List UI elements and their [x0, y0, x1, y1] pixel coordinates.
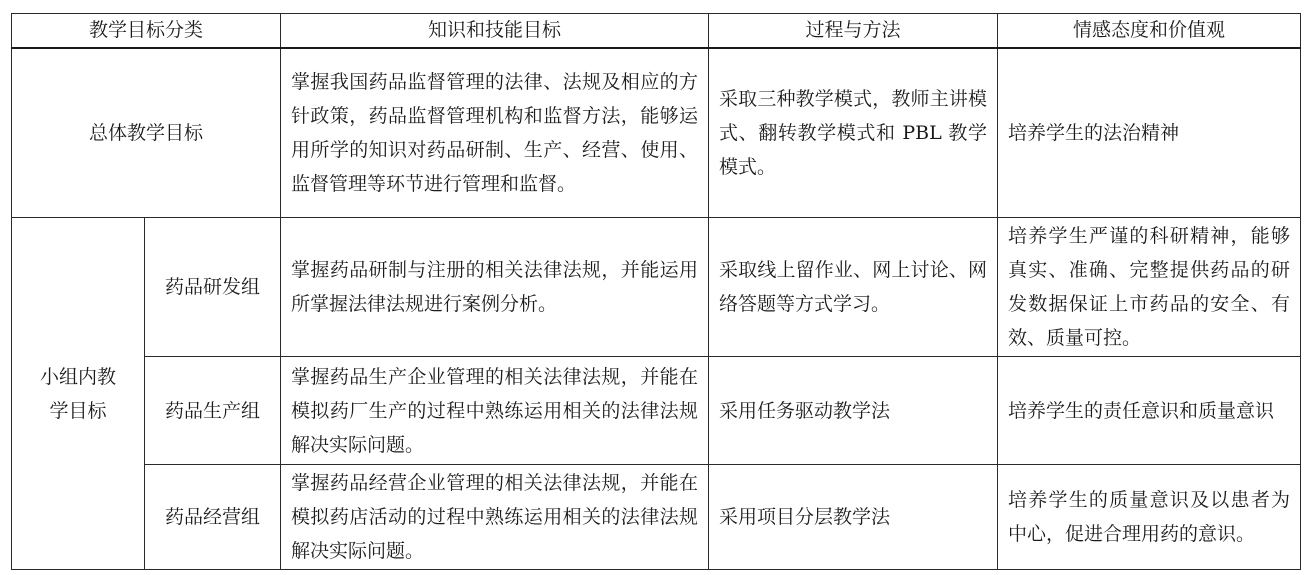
group-knowledge: 掌握药品经营企业管理的相关法律法规，并能在模拟药店活动的过程中熟练运用相关的法律法规解决实际问题。: [281, 465, 709, 570]
header-row: [12, 14, 1301, 48]
overall-row: [12, 48, 1301, 218]
header-category: 教学目标分类: [12, 14, 281, 48]
group-name: 药品生产组: [145, 357, 281, 465]
group-emotion: 培养学生的责任意识和质量意识: [998, 357, 1301, 465]
table-row: [12, 465, 1301, 570]
group-emotion: 培养学生的质量意识及以患者为中心，促进合理用药的意识。: [998, 465, 1301, 570]
group-emotion: 培养学生严谨的科研精神，能够真实、准确、完整提供药品的研发数据保证上市药品的安全、有效、质量可控。: [998, 218, 1301, 357]
group-label-line2: 学目标: [49, 399, 107, 422]
group-label-line1: 小组内教: [39, 365, 116, 388]
group-process: 采用项目分层教学法: [709, 465, 998, 570]
group-label: [12, 218, 145, 570]
group-process: 采用任务驱动教学法: [709, 357, 998, 465]
overall-knowledge: 掌握我国药品监督管理的法律、法规及相应的方针政策，药品监督管理机构和监督方法，能够运用所学的知识对药品研制、生产、经营、使用、监督管理等环节进行管理和监督。: [281, 48, 709, 218]
group-knowledge: 掌握药品研制与注册的相关法律法规，并能运用所掌握法律法规进行案例分析。: [281, 218, 709, 357]
header-emotion: 情感态度和价值观: [998, 14, 1301, 48]
overall-emotion: 培养学生的法治精神: [998, 48, 1301, 218]
teaching-goals-table: [11, 13, 1301, 570]
group-process: 采取线上留作业、网上讨论、网络答题等方式学习。: [709, 218, 998, 357]
overall-process: 采取三种教学模式，教师主讲模式、翻转教学模式和 PBL 教学模式。: [709, 48, 998, 218]
group-name: 药品研发组: [145, 218, 281, 357]
table-row: [12, 218, 1301, 357]
header-process: 过程与方法: [709, 14, 998, 48]
header-knowledge: 知识和技能目标: [281, 14, 709, 48]
table-row: [12, 357, 1301, 465]
group-name: 药品经营组: [145, 465, 281, 570]
group-knowledge: 掌握药品生产企业管理的相关法律法规，并能在模拟药厂生产的过程中熟练运用相关的法律法规解决实际问题。: [281, 357, 709, 465]
overall-label: 总体教学目标: [12, 48, 281, 218]
